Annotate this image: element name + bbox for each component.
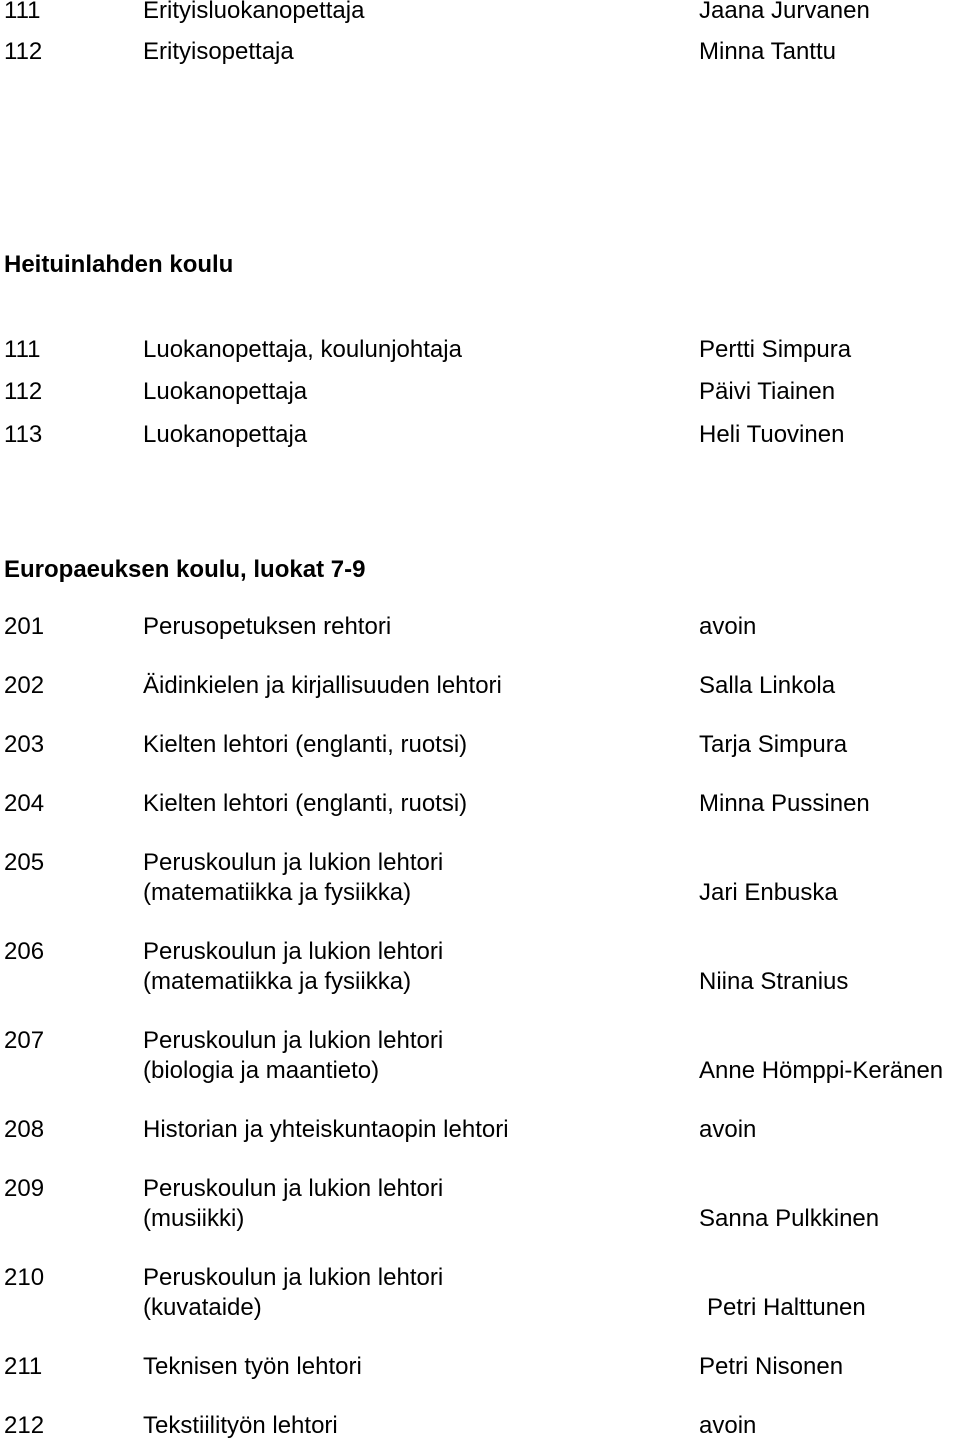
person-name: Tarja Simpura xyxy=(699,731,848,758)
person-name: Minna Tanttu xyxy=(699,38,836,65)
person-name: Petri Halttunen xyxy=(707,1294,866,1321)
position-title-line: Peruskoulun ja lukion lehtori xyxy=(143,1027,444,1054)
position-title: Luokanopettaja, koulunjohtaja xyxy=(143,336,462,363)
position-title xyxy=(143,1174,443,1234)
position-title xyxy=(143,1026,443,1086)
position-number: 207 xyxy=(4,1027,45,1054)
position-title-line: Peruskoulun ja lukion lehtori xyxy=(143,1175,444,1202)
position-title: Tekstiilityön lehtori xyxy=(143,1412,338,1439)
position-number: 204 xyxy=(4,790,45,817)
position-number: 111 xyxy=(4,0,41,24)
position-number: 206 xyxy=(4,938,45,965)
person-name: avoin xyxy=(699,1116,757,1143)
person-name: Päivi Tiainen xyxy=(699,378,836,405)
position-number: 211 xyxy=(4,1353,43,1380)
position-title: Kielten lehtori (englanti, ruotsi) xyxy=(143,731,468,758)
person-name: avoin xyxy=(699,613,757,640)
person-name: Minna Pussinen xyxy=(699,790,870,817)
position-title-line: Peruskoulun ja lukion lehtori xyxy=(143,849,444,876)
position-title xyxy=(143,937,443,997)
person-name: Petri Nisonen xyxy=(699,1353,844,1380)
position-title: Erityisopettaja xyxy=(143,38,294,65)
position-title: Luokanopettaja xyxy=(143,421,308,448)
person-name: Niina Stranius xyxy=(699,968,849,995)
position-number: 208 xyxy=(4,1116,45,1143)
section-heading: Europaeuksen koulu, luokat 7-9 xyxy=(4,556,366,583)
position-title-line: (matematiikka ja fysiikka) xyxy=(143,879,412,906)
position-title-line: (matematiikka ja fysiikka) xyxy=(143,968,412,995)
position-title: Äidinkielen ja kirjallisuuden lehtori xyxy=(143,672,502,699)
position-title-line: Peruskoulun ja lukion lehtori xyxy=(143,938,444,965)
position-title xyxy=(143,848,443,908)
position-title-line: (kuvataide) xyxy=(143,1294,262,1321)
position-number: 112 xyxy=(4,38,43,65)
person-name: Jaana Jurvanen xyxy=(699,0,870,24)
position-number: 113 xyxy=(4,421,43,448)
position-title: Teknisen työn lehtori xyxy=(143,1353,362,1380)
position-title-line: Peruskoulun ja lukion lehtori xyxy=(143,1264,444,1291)
position-number: 209 xyxy=(4,1175,45,1202)
person-name: Jari Enbuska xyxy=(699,879,838,906)
position-title: Historian ja yhteiskuntaopin lehtori xyxy=(143,1116,509,1143)
person-name: Heli Tuovinen xyxy=(699,421,845,448)
section-heading: Heituinlahden koulu xyxy=(4,251,234,278)
person-name: avoin xyxy=(699,1412,757,1439)
position-number: 111 xyxy=(4,336,41,363)
position-title: Perusopetuksen rehtori xyxy=(143,613,392,640)
position-number: 202 xyxy=(4,672,45,699)
position-title-line: (biologia ja maantieto) xyxy=(143,1057,380,1084)
position-number: 205 xyxy=(4,849,45,876)
position-title: Luokanopettaja xyxy=(143,378,308,405)
position-number: 203 xyxy=(4,731,45,758)
position-number: 112 xyxy=(4,378,43,405)
position-number: 201 xyxy=(4,613,45,640)
person-name: Pertti Simpura xyxy=(699,336,852,363)
position-number: 210 xyxy=(4,1264,45,1291)
person-name: Anne Hömppi-Keränen xyxy=(699,1057,944,1084)
person-name: Sanna Pulkkinen xyxy=(699,1205,880,1232)
person-name: Salla Linkola xyxy=(699,672,836,699)
position-title: Erityisluokanopettaja xyxy=(143,0,365,24)
position-number: 212 xyxy=(4,1412,45,1439)
position-title xyxy=(143,1263,443,1323)
position-title: Kielten lehtori (englanti, ruotsi) xyxy=(143,790,468,817)
position-title-line: (musiikki) xyxy=(143,1205,245,1232)
